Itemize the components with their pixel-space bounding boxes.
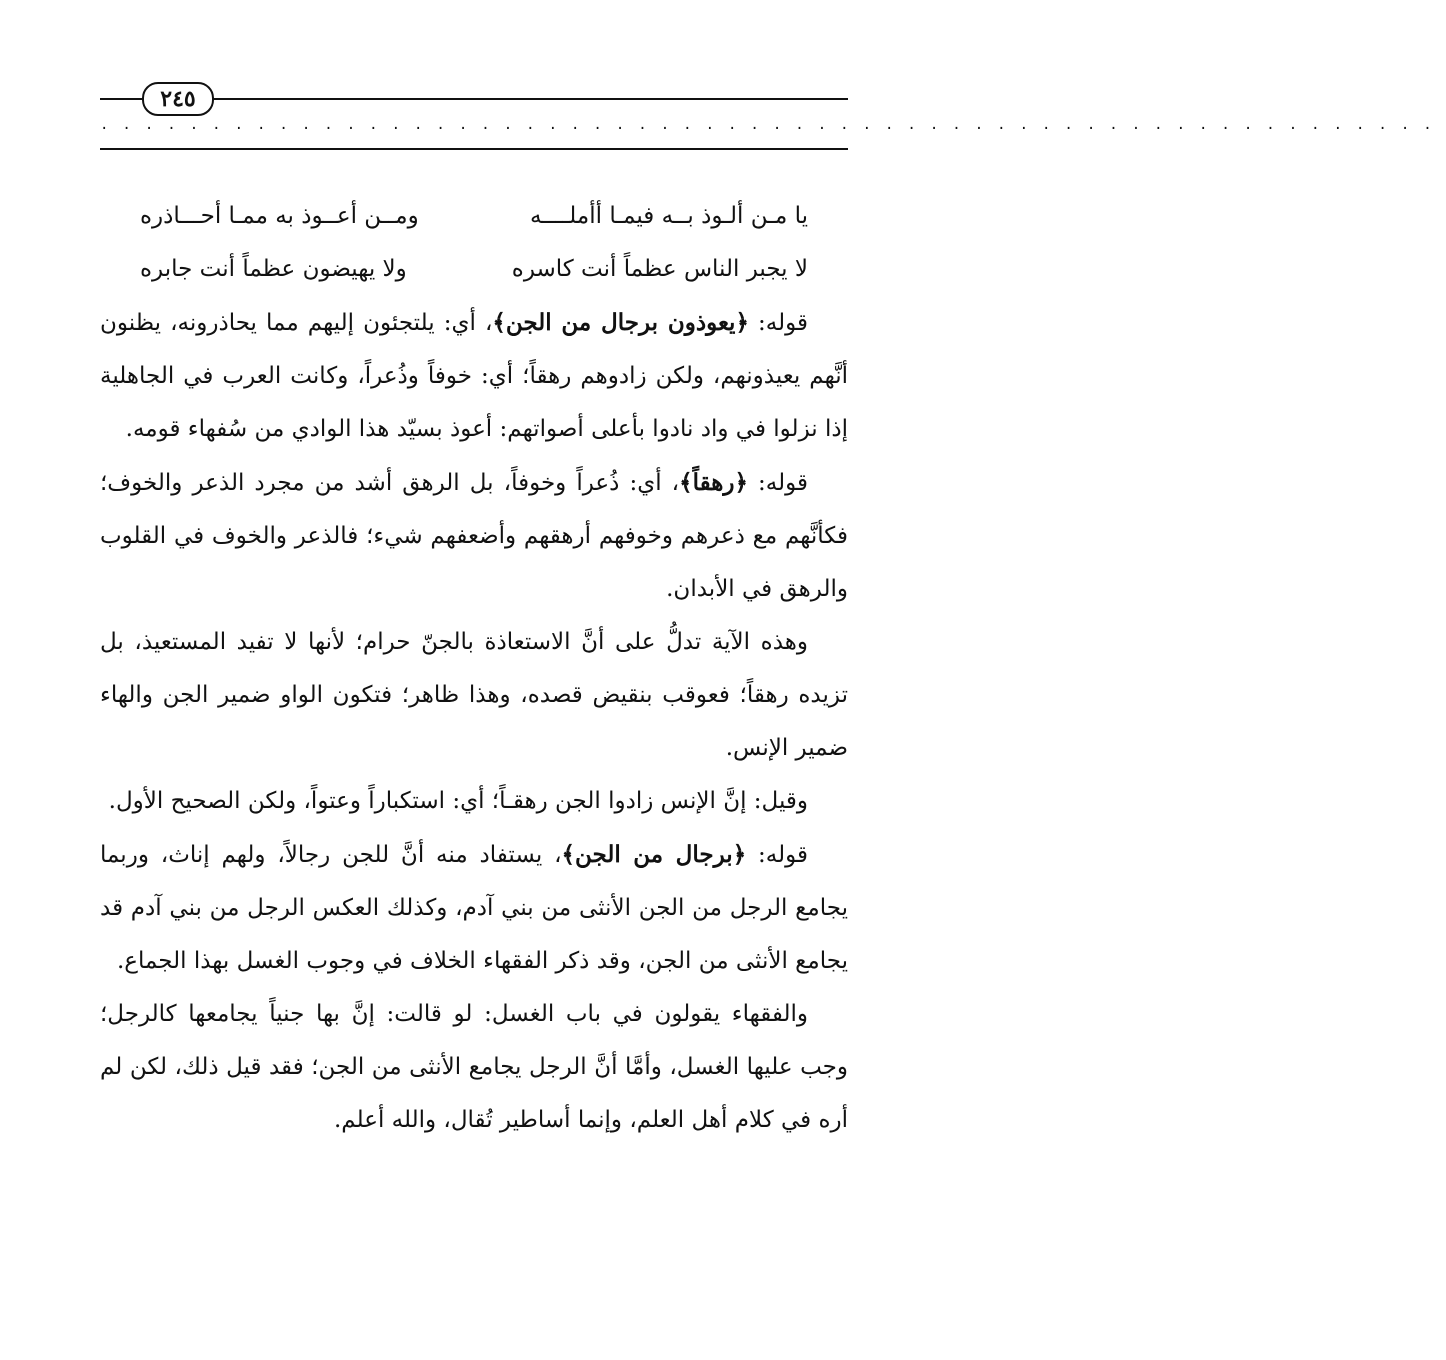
header-dotted-line: ............................................................ bbox=[100, 117, 1446, 133]
verse-line bbox=[100, 243, 848, 296]
verse-hemistich-left: ومــن أعــوذ به ممـا أحـــاذره bbox=[140, 203, 419, 229]
paragraph bbox=[100, 456, 848, 616]
paragraph-text: وقيل: إنَّ الإنس زادوا الجن رهقـاً؛ أي: استكباراً وعتواً، ولكن الصحيح الأول. bbox=[108, 788, 808, 814]
verse-hemistich-left: ولا يهيضون عظماً أنت جابره bbox=[140, 256, 407, 282]
paragraph-text: وهذه الآية تدلُّ على أنَّ الاستعاذة بالجنّ حرام؛ لأنها لا تفيد المستعيذ، بل تزيده رهقاً؛ فعوقب بنقيض قصده، وهذا ظاهر؛ فتكون الواو ضمير الجن والهاء ضمير الإنس. bbox=[100, 629, 848, 761]
paragraph-text: ، يستفاد منه أنَّ للجن رجالاً، ولهم إناث، وربما يجامع الرجل من الجن الأنثى من بني آدم، وكذلك العكس الرجل من بني آدم قد يجامع الأنثى من الجن، وقد ذكر الفقهاء الخلاف في وجوب الغسل بهذا الجماع. bbox=[100, 842, 848, 974]
verse-hemistich-right: يا مـن ألـوذ بــه فيمـا أأملــــه bbox=[530, 203, 808, 229]
paragraph-text: ، أي: يلتجئون إليهم مما يحاذرونه، يظنون أنَّهم يعيذونهم، ولكن زادوهم رهقاً؛ أي: خوفاً وذُعراً، وكانت العرب في الجاهلية إذا نزلوا في واد نادوا بأعلى أصواتهم: أعوذ بسيّد هذا الوادي من سُفهاء قومه. bbox=[100, 310, 848, 442]
verse-hemistich-right: لا يجبر الناس عظماً أنت كاسره bbox=[511, 256, 808, 282]
quran-quote: ﴿رهقاً﴾ bbox=[679, 469, 748, 496]
paragraph-lead: قوله: bbox=[748, 310, 808, 336]
quran-quote: ﴿برجال من الجن﴾ bbox=[561, 841, 747, 868]
quran-quote: ﴿يعوذون برجال من الجن﴾ bbox=[492, 309, 749, 336]
page-body bbox=[100, 190, 848, 1147]
paragraph bbox=[100, 775, 848, 828]
verse-line bbox=[100, 190, 848, 243]
page-number: ٢٤٥ bbox=[142, 82, 214, 116]
paragraph bbox=[100, 296, 848, 456]
paragraph-lead: قوله: bbox=[747, 470, 808, 496]
paragraph bbox=[100, 828, 848, 988]
paragraph-text: والفقهاء يقولون في باب الغسل: لو قالت: إنَّ بها جنياً يجامعها كالرجل؛ وجب عليها الغسل، وأمَّا أنَّ الرجل يجامع الأنثى من الجن؛ فقد قيل ذلك، لكن لم أره في كلام أهل العلم، وإنما أساطير تُقال، والله أعلم. bbox=[100, 1001, 848, 1133]
paragraph bbox=[100, 988, 848, 1147]
paragraph-lead: قوله: bbox=[746, 842, 809, 868]
paragraph bbox=[100, 616, 848, 775]
paragraph-text: ، أي: ذُعراً وخوفاً، بل الرهق أشد من مجرد الذعر والخوف؛ فكأنَّهم مع ذعرهم وخوفهم أرهقهم وأضعفهم شيء؛ فالذعر والخوف في القلوب والرهق في الأبدان. bbox=[100, 470, 848, 602]
header-rule-bottom bbox=[100, 148, 848, 150]
page-header bbox=[100, 78, 1446, 158]
